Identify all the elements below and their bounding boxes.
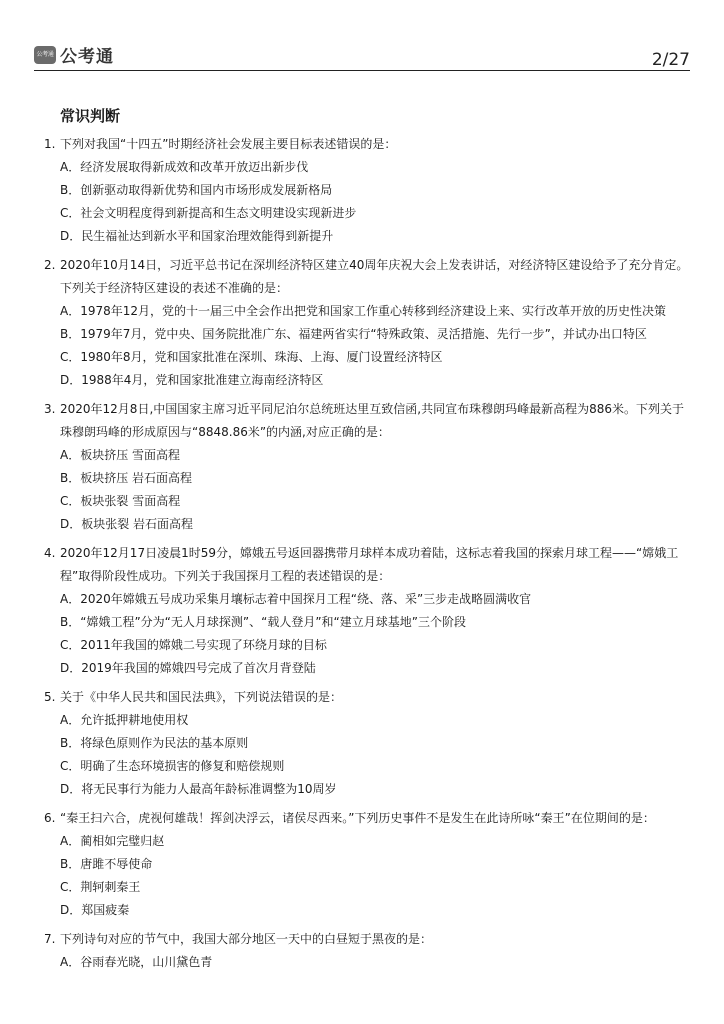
question-number: 4. [44, 546, 56, 560]
section-title: 常识判断 [60, 107, 121, 125]
question-6 [44, 807, 694, 830]
logo [34, 42, 114, 67]
question-stem: 下列诗句对应的节气中，我国大部分地区一天中的白昼短于黑夜的是： [60, 932, 433, 946]
page-header [34, 40, 690, 70]
question-number: 5. [44, 690, 56, 704]
question-number: 3. [44, 402, 56, 416]
option: B．1979年7月，党中央、国务院批准广东、福建两省实行“特殊政策、灵活措施、先行一步”，并试办出口特区 [60, 327, 647, 341]
option: B．唐雎不辱使命 [60, 857, 153, 871]
option: C．1980年8月，党和国家批准在深圳、珠海、上海、厦门设置经济特区 [60, 350, 443, 364]
option: D．板块张裂 岩石面高程 [60, 517, 194, 531]
question-stem: 下列对我国“十四五”时期经济社会发展主要目标表述错误的是： [60, 137, 397, 151]
option: A．允许抵押耕地使用权 [60, 713, 189, 727]
option: C．板块张裂 雪面高程 [60, 494, 181, 508]
option: D．1988年4月，党和国家批准建立海南经济特区 [60, 373, 324, 387]
option: D．将无民事行为能力人最高年龄标准调整为10周岁 [60, 782, 337, 796]
question-stem: “秦王扫六合，虎视何雄哉！挥剑决浮云，诸侯尽西来。”下列历史事件不是发生在此诗所咏“秦王”在位期间的是： [60, 811, 655, 825]
page-number: 2/27 [651, 50, 690, 70]
option: D．民生福祉达到新水平和国家治理效能得到新提升 [60, 229, 334, 243]
question-7 [44, 928, 694, 951]
question-number: 7. [44, 932, 56, 946]
option: A．蔺相如完璧归赵 [60, 834, 165, 848]
logo-text: 公考通 [60, 47, 114, 67]
option: A．谷雨春光晓，山川黛色青 [60, 955, 213, 969]
option: C．社会文明程度得到新提高和生态文明建设实现新进步 [60, 206, 357, 220]
question-4 [44, 542, 694, 588]
option: B．板块挤压 岩石面高程 [60, 471, 193, 485]
question-number: 2. [44, 258, 56, 272]
option: A．2020年嫦娥五号成功采集月壤标志着中国探月工程“绕、落、采”三步走战略圆满收官 [60, 592, 532, 606]
option: B．将绿色原则作为民法的基本原则 [60, 736, 249, 750]
question-2 [44, 254, 694, 300]
logo-badge: 公考通 [34, 46, 56, 64]
option: B．“嫦娥工程”分为“无人月球探测”、“载人登月”和“建立月球基地”三个阶段 [60, 615, 466, 629]
question-1 [44, 133, 694, 156]
option: A．经济发展取得新成效和改革开放迈出新步伐 [60, 160, 309, 174]
option: D．郑国疲秦 [60, 903, 130, 917]
header-divider [34, 70, 690, 71]
question-stem: 2020年12月17日凌晨1时59分，嫦娥五号返回器携带月球样本成功着陆，这标志着我国的探索月球工程——“嫦娥工程”取得阶段性成功。下列关于我国探月工程的表述错误的是： [60, 546, 679, 583]
option: C．2011年我国的嫦娥二号实现了环绕月球的目标 [60, 638, 327, 652]
question-number: 1. [44, 137, 56, 151]
option: B．创新驱动取得新优势和国内市场形成发展新格局 [60, 183, 333, 197]
question-stem: 2020年12月8日,中国国家主席习近平同尼泊尔总统班达里互致信函,共同宣布珠穆朗玛峰最新高程为886米。下列关于珠穆朗玛峰的形成原因与“8848.86米”的内涵,对应正确的是： [60, 402, 684, 439]
option: A．1978年12月，党的十一届三中全会作出把党和国家工作重心转移到经济建设上来、实行改革开放的历史性决策 [60, 304, 667, 318]
question-stem: 关于《中华人民共和国民法典》，下列说法错误的是： [60, 690, 343, 704]
option: A．板块挤压 雪面高程 [60, 448, 181, 462]
question-3 [44, 398, 694, 444]
question-5 [44, 686, 694, 709]
option: D．2019年我国的嫦娥四号完成了首次月背登陆 [60, 661, 316, 675]
question-number: 6. [44, 811, 56, 825]
option: C．荆轲刺秦王 [60, 880, 141, 894]
question-stem: 2020年10月14日，习近平总书记在深圳经济特区建立40周年庆祝大会上发表讲话，对经济特区建设给予了充分肯定。下列关于经济特区建设的表述不准确的是： [60, 258, 689, 295]
option: C．明确了生态环境损害的修复和赔偿规则 [60, 759, 285, 773]
